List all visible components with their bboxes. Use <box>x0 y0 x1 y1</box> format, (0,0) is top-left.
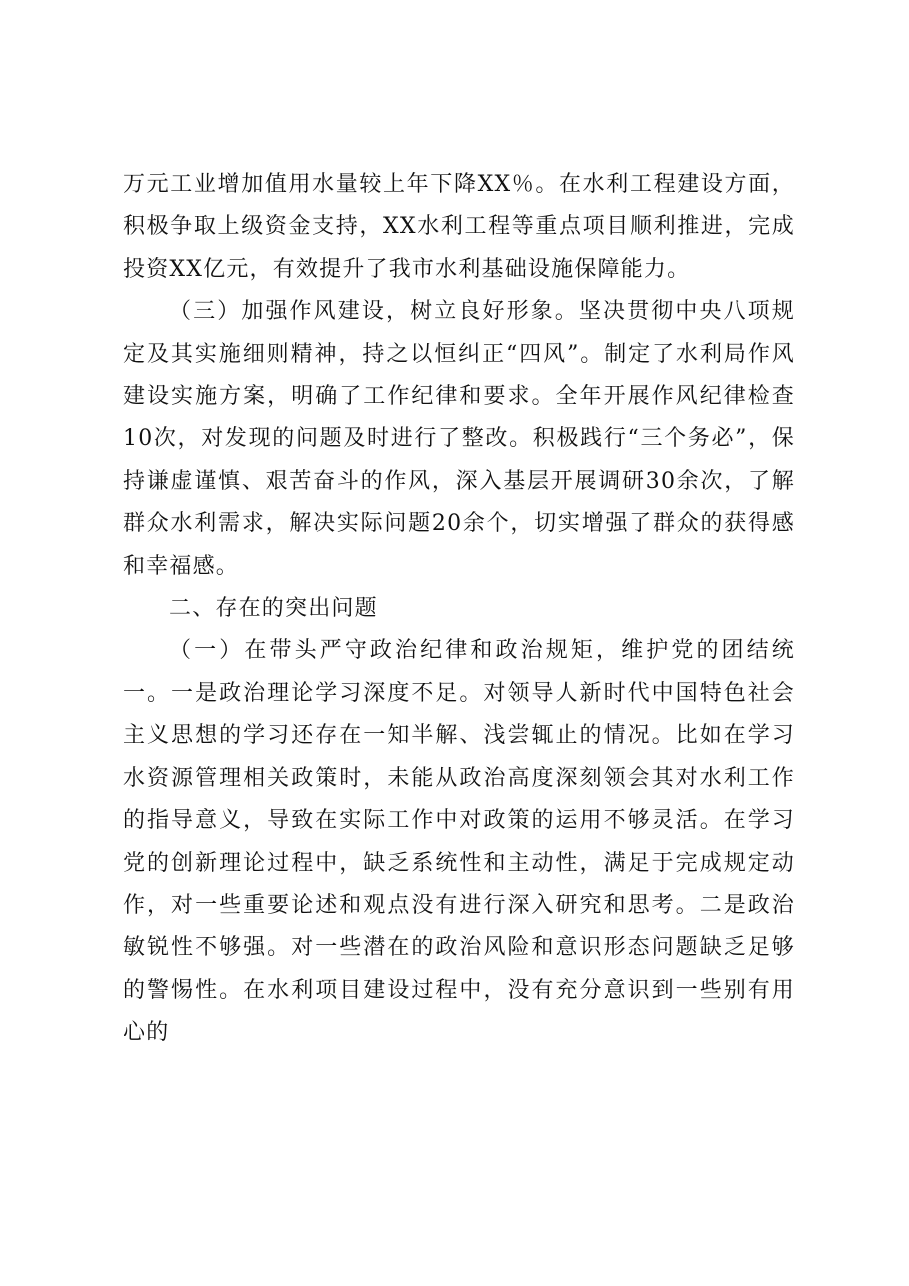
section-heading-problems: 二、存在的突出问题 <box>169 596 378 622</box>
document-body <box>123 164 795 1055</box>
paragraph-work-style-building: （三）加强作风建设，树立良好形象。坚决贯彻中央八项规定及其实施细则精神，持之以恒纠正“四风”。制定了水利局作风建设实施方案，明确了工作纪律和要求。全年开展作风纪律检查10次，对发现的问题及时进行了整改。积极践行“三个务必”，保持谦虚谨慎、艰苦奋斗的作风，深入基层开展调研30余次，了解群众水利需求，解决实际问题20余个，切实增强了群众的获得感和幸福感。 <box>123 299 795 579</box>
paragraph-political-discipline: （一）在带头严守政治纪律和政治规矩，维护党的团结统一。一是政治理论学习深度不足。对领导人新时代中国特色社会主义思想的学习还存在一知半解、浅尝辄止的情况。比如在学习水资源管理相关政策时，未能从政治高度深刻领会其对水利工作的指导意义，导致在实际工作中对政策的运用不够灵活。在学习党的创新理论过程中，缺乏系统性和主动性，满足于完成规定动作，对一些重要论述和观点没有进行深入研究和思考。二是政治敏锐性不够强。对一些潜在的政治风险和意识形态问题缺乏足够的警惕性。在水利项目建设过程中，没有充分意识到一些别有用心的 <box>123 638 795 1046</box>
paragraph-water-conservancy-results: 万元工业增加值用水量较上年下降XX％。在水利工程建设方面，积极争取上级资金支持，XX水利工程等重点项目顺利推进，完成投资XX亿元，有效提升了我市水利基础设施保障能力。 <box>123 172 795 282</box>
